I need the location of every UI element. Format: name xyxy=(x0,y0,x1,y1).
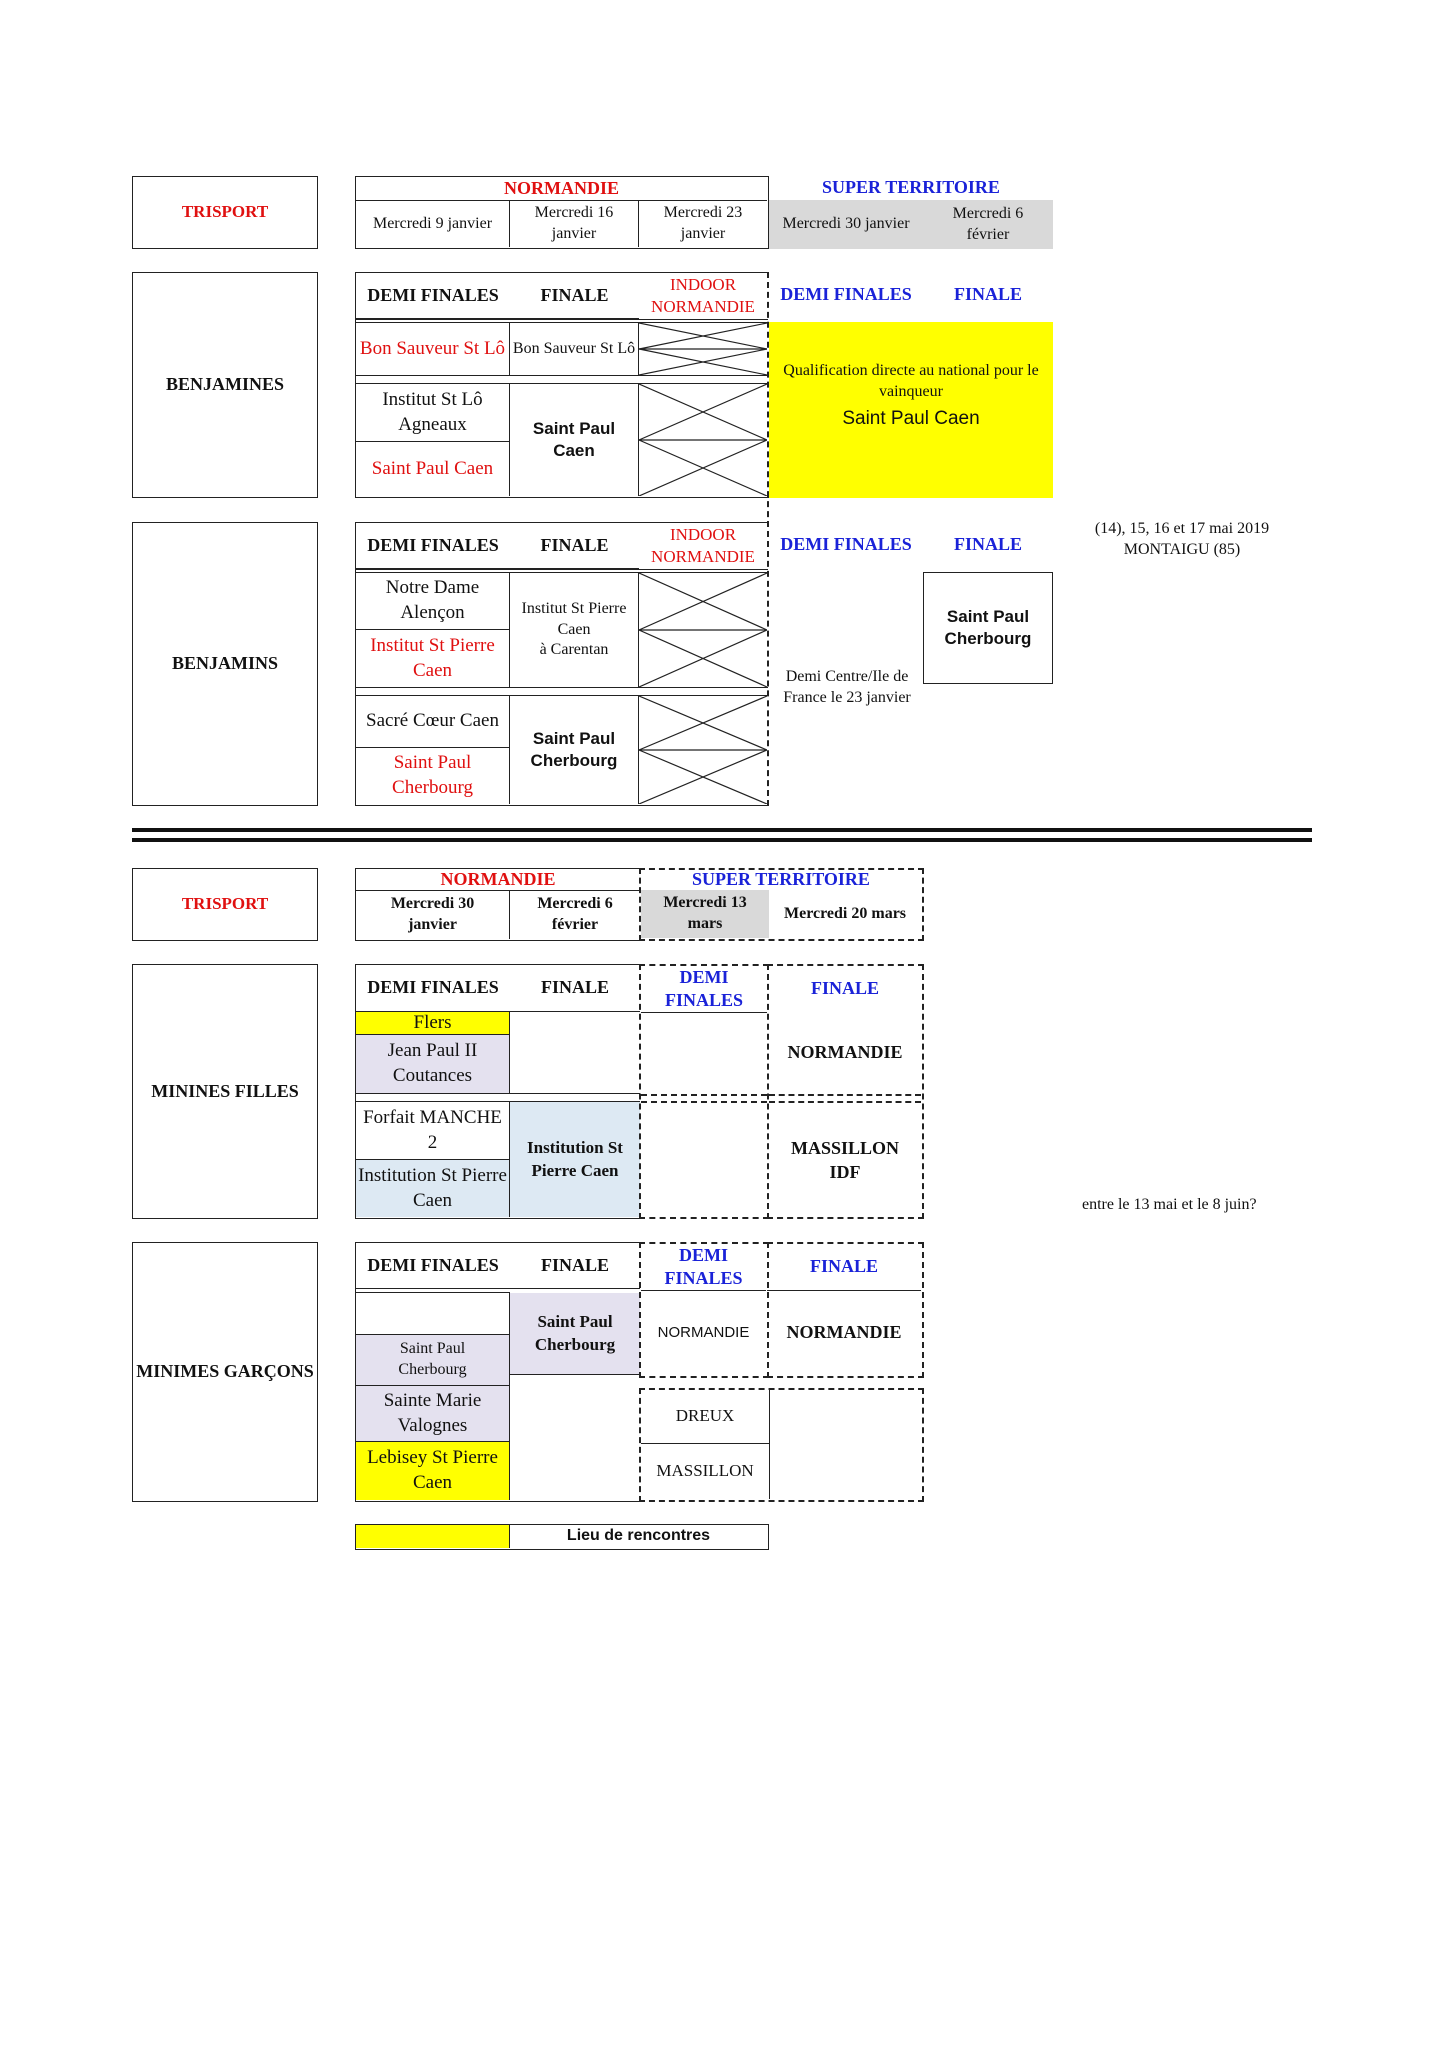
st-col-finale: FINALE xyxy=(810,978,879,999)
crossed-cell xyxy=(639,323,767,375)
col-header-demi: DEMI FINALES xyxy=(367,977,499,998)
minimes-garcons-bracket xyxy=(355,1242,641,1502)
col-header-demi: DEMI FINALES xyxy=(356,1243,510,1289)
team-cell-host: Lebisey St Pierre Caen xyxy=(356,1442,510,1500)
team-cell: Forfait MANCHE 2 xyxy=(356,1102,510,1160)
date-cell: Mercredi 30 janvier xyxy=(356,891,510,939)
date-cell: Mercredi 23 janvier xyxy=(663,204,743,242)
trisport-label-bottom: TRISPORT xyxy=(132,868,318,941)
st-col-demi: DEMI FINALES xyxy=(664,1244,743,1288)
st-col-finale: FINALE xyxy=(953,534,1022,555)
team-cell: Sainte Marie Valognes xyxy=(356,1386,510,1442)
st-demi-team: DREUX xyxy=(641,1390,769,1444)
col-header-demi: DEMI FINALES xyxy=(356,523,510,569)
col-header-finale: FINALE xyxy=(510,1243,640,1289)
divider xyxy=(769,1390,771,1499)
divider xyxy=(356,1093,640,1102)
final-venue-team: Institut St Pierre Caen xyxy=(521,599,627,638)
legend-swatch xyxy=(356,1525,510,1548)
col-header-finale: FINALE xyxy=(510,523,639,569)
super-territoire-header: SUPER TERRITOIRE xyxy=(692,869,870,890)
super-territoire-dates xyxy=(769,200,1053,249)
col-header-finale: FINALE xyxy=(510,273,639,319)
team-cell: Jean Paul II Coutances xyxy=(356,1035,510,1093)
st-final-team: NORMANDIE xyxy=(787,1042,903,1063)
final-winner-cell: Saint Paul Caen xyxy=(510,384,639,496)
team-cell-host: Flers xyxy=(356,1011,510,1035)
team-cell xyxy=(356,1293,510,1335)
date-cell: Mercredi 9 janvier xyxy=(356,201,510,247)
col-header-indoor: INDOOR NORMANDIE xyxy=(651,524,755,566)
trisport-label-top: TRISPORT xyxy=(132,176,318,249)
category-benjamins: BENJAMINS xyxy=(132,522,318,806)
st-second-semi xyxy=(639,1388,924,1502)
crossed-cell xyxy=(639,573,767,687)
normandie-header: NORMANDIE xyxy=(356,869,640,891)
crossed-cell xyxy=(639,384,767,496)
national-dates: (14), 15, 16 et 17 mai 2019 xyxy=(1094,520,1270,538)
category-minimes-garcons: MINIMES GARÇONS xyxy=(132,1242,318,1502)
final-cell xyxy=(510,573,639,687)
divider xyxy=(356,687,768,696)
divider xyxy=(641,1012,767,1013)
demi-centre-note: Demi Centre/Ile de France le 23 janvier xyxy=(783,668,911,706)
benjamines-bracket xyxy=(355,272,769,498)
section-separator xyxy=(132,838,1312,842)
divider xyxy=(356,375,768,384)
date-cell: Mercredi 6 février xyxy=(952,204,1024,243)
national-info-bottom: entre le 13 mai et le 8 juin? xyxy=(1082,1196,1257,1213)
team-cell: Institut St Pierre Caen xyxy=(356,630,510,687)
qualification-box xyxy=(769,322,1053,498)
col-header-demi: DEMI FINALES xyxy=(356,273,510,319)
team-cell: Institution St Pierre Caen xyxy=(356,1160,510,1217)
divider xyxy=(641,1094,767,1103)
team-cell: Saint Paul Cherbourg xyxy=(356,748,510,804)
national-place: MONTAIGU (85) xyxy=(1123,541,1241,558)
team-cell: Notre Dame Alençon xyxy=(356,573,510,630)
date-cell: Mercredi 20 mars xyxy=(783,904,907,922)
team-cell: Saint Paul Caen xyxy=(356,442,510,496)
date-cell: Mercredi 16 janvier xyxy=(510,201,639,247)
final-winner-cell: Saint Paul Cherbourg xyxy=(510,1293,640,1375)
qualified-team: Saint Paul Caen xyxy=(842,407,980,429)
normandie-header-table xyxy=(355,868,641,941)
final-winner-cell: Saint Paul Cherbourg xyxy=(510,696,639,804)
final-cell-empty xyxy=(510,1011,640,1093)
col-header-finale: FINALE xyxy=(540,977,609,998)
st-demi-column xyxy=(639,964,769,1219)
st-col-finale: FINALE xyxy=(809,1256,878,1277)
crossed-cell xyxy=(639,696,767,804)
date-cell: Mercredi 30 janvier xyxy=(782,215,910,233)
st-final-team: MASSILLON IDF xyxy=(790,1138,900,1182)
st-demi-team: NORMANDIE xyxy=(657,1324,750,1342)
team-cell: Saint Paul Cherbourg xyxy=(356,1335,510,1385)
team-cell: Sacré Cœur Caen xyxy=(356,696,510,748)
qualification-text: Qualification directe au national pour le vainqueur xyxy=(783,362,1039,400)
category-benjamines: BENJAMINES xyxy=(132,272,318,498)
minimes-filles-bracket xyxy=(355,964,641,1219)
st-demi-column xyxy=(639,1242,769,1378)
st-col-demi: DEMI FINALES xyxy=(780,284,912,305)
final-venue-place: à Carentan xyxy=(539,641,609,659)
dashed-separator xyxy=(767,272,769,806)
date-cell: Mercredi 6 février xyxy=(537,895,613,933)
team-cell: Bon Sauveur St Lô xyxy=(356,323,510,375)
legend xyxy=(355,1524,769,1550)
st-demi-team: MASSILLON xyxy=(656,1461,754,1481)
col-header-indoor: INDOOR NORMANDIE xyxy=(651,274,755,316)
st-col-finale: FINALE xyxy=(953,284,1022,305)
national-info-top xyxy=(1062,518,1302,562)
normandie-header-table xyxy=(355,176,769,249)
date-cell: Mercredi 13 mars xyxy=(641,890,769,938)
st-col-demi: DEMI FINALES xyxy=(664,966,744,1010)
st-col-demi: DEMI FINALES xyxy=(780,534,912,555)
super-territoire-header: SUPER TERRITOIRE xyxy=(822,177,1000,198)
st-final-column xyxy=(767,1242,924,1378)
super-territoire-header-table xyxy=(639,868,924,941)
st-final-column xyxy=(767,964,924,1219)
final-cell: Bon Sauveur St Lô xyxy=(510,323,639,375)
normandie-header: NORMANDIE xyxy=(356,177,767,201)
category-minimes-filles: MININES FILLES xyxy=(132,964,318,1219)
team-cell: Institut St Lô Agneaux xyxy=(356,384,510,442)
legend-label: Lieu de rencontres xyxy=(566,1527,711,1545)
section-separator xyxy=(132,828,1312,832)
divider xyxy=(769,1094,921,1103)
st-final-winner: Saint Paul Cherbourg xyxy=(923,572,1053,684)
final-winner-cell: Institution St Pierre Caen xyxy=(510,1102,640,1217)
benjamins-bracket xyxy=(355,522,769,806)
st-final-team: NORMANDIE xyxy=(786,1322,902,1343)
